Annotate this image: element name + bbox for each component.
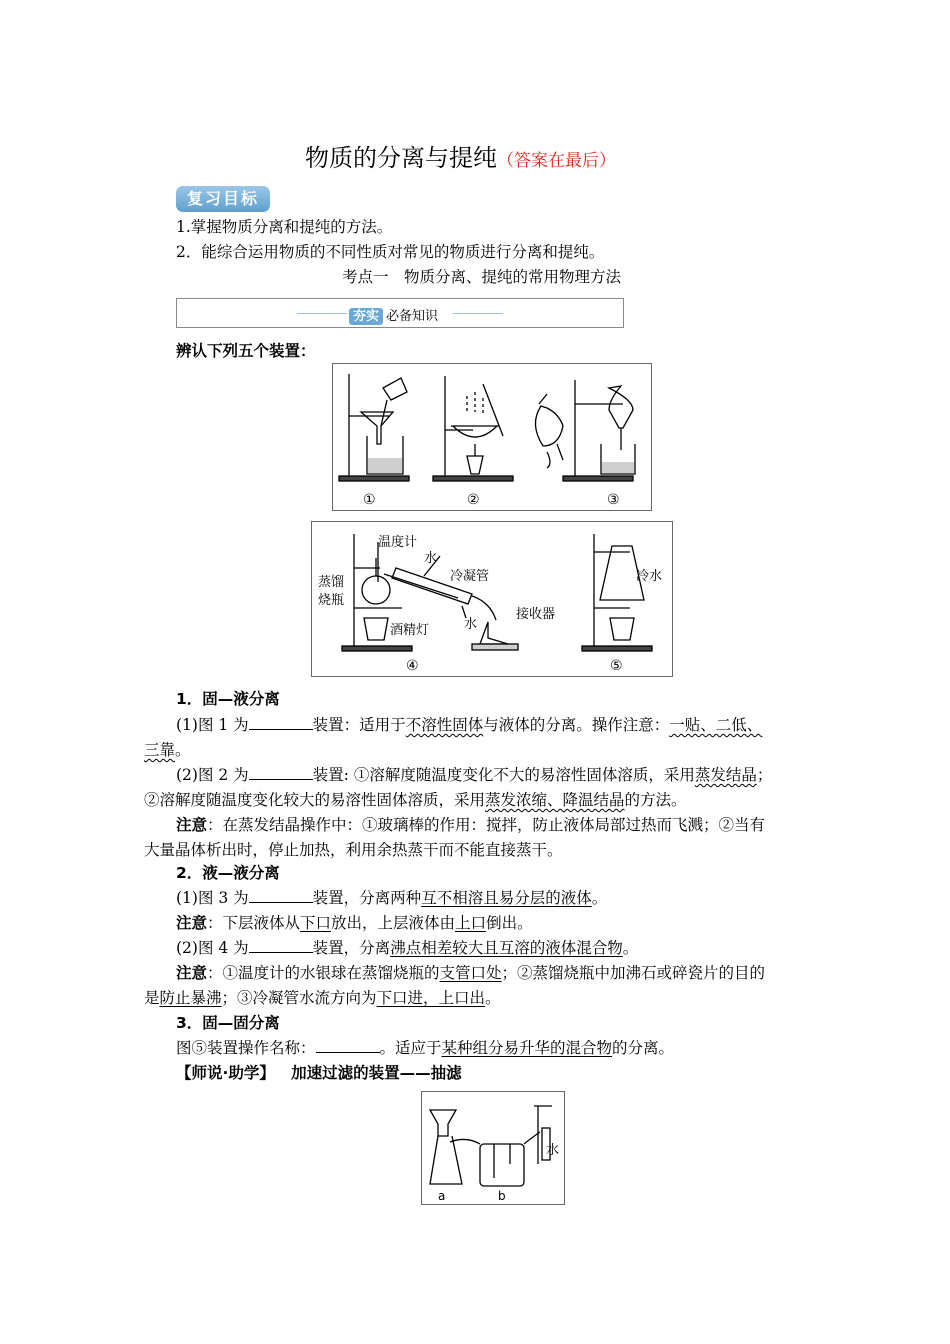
- figure-label-2: ②: [467, 492, 480, 508]
- section-tag-box: [176, 298, 624, 328]
- goal-2: 2．能综合运用物质的不同性质对常见的物质进行分离和提纯。: [176, 243, 605, 261]
- label-flask-b: 烧瓶: [318, 593, 345, 608]
- section-tag-text: 必备知识: [386, 309, 439, 324]
- label-water-top: 水: [424, 551, 438, 566]
- figure-label-4: ④: [406, 658, 419, 674]
- s2-heading: 2．液—液分离: [176, 864, 280, 882]
- s2-n2-cont: 是防止暴沸；③冷凝管水流方向为下口进，上口出。: [144, 989, 501, 1007]
- label-cold-water: 冷水: [636, 569, 663, 584]
- blank-4: [249, 938, 313, 953]
- s1-p2-cont: ②溶解度随温度变化较大的易溶性固体溶质，采用蒸发浓缩、降温结晶的方法。: [144, 791, 687, 809]
- figure-label-5: ⑤: [610, 658, 623, 674]
- blank-1: [249, 715, 313, 730]
- figure-suction-filtration: [421, 1091, 565, 1205]
- figure-label-3: ③: [607, 492, 620, 508]
- section-tag-highlight: 夯实: [349, 308, 383, 325]
- page-title: 物质的分离与提纯（答案在最后）: [305, 144, 616, 172]
- goal-1: 1.掌握物质分离和提纯的方法。: [176, 218, 393, 236]
- title-note: （答案在最后）: [497, 151, 616, 171]
- s1-p1-cont: 三靠。: [144, 741, 191, 759]
- blank-2: [249, 765, 313, 780]
- suction-label-b: b: [498, 1189, 506, 1203]
- figure-apparatus-4-5: [311, 521, 673, 677]
- blank-3: [249, 888, 313, 903]
- label-thermometer: 温度计: [378, 535, 418, 550]
- tag-rule-left: [297, 313, 347, 314]
- figure-apparatus-1-3: [332, 363, 652, 511]
- s1-note: 注意：在蒸发结晶操作中：①玻璃棒的作用：搅拌，防止液体局部过热而飞溅；②当有: [176, 816, 766, 834]
- section-tag: [349, 305, 438, 324]
- s2-n2: 注意：①温度计的水银球在蒸馏烧瓶的支管口处；②蒸馏烧瓶中加沸石或碎瓷片的目的: [176, 964, 766, 982]
- label-receiver: 接收器: [516, 607, 556, 622]
- review-goals-badge: 复习目标: [176, 186, 270, 212]
- s1-p1: (1)图 1 为 装置：适用于不溶性固体与液体的分离。操作注意：一贴、二低、: [176, 716, 763, 734]
- label-condenser: 冷凝管: [450, 569, 490, 584]
- tag-rule-right: [453, 313, 503, 314]
- suction-label-a: a: [438, 1189, 446, 1203]
- figure-label-1: ①: [363, 492, 376, 508]
- s3-p: 图⑤装置操作名称： 。适应于某种组分易升华的混合物的分离。: [176, 1039, 675, 1057]
- s1-note-cont: 大量晶体析出时，停止加热，利用余热蒸干而不能直接蒸干。: [144, 841, 563, 859]
- s1-heading: 1．固—液分离: [176, 690, 280, 708]
- suction-drawing: [422, 1092, 564, 1204]
- intro-text: 辨认下列五个装置：: [176, 342, 316, 360]
- s2-n1: 注意：下层液体从下口放出，上层液体由上口倒出。: [176, 914, 533, 932]
- label-flask-a: 蒸馏: [318, 575, 345, 590]
- kaodian-heading: 考点一 物质分离、提纯的常用物理方法: [342, 268, 622, 286]
- apparatus-4-5-drawing: [312, 522, 672, 676]
- blank-5: [316, 1038, 380, 1053]
- suction-label-water: 水: [546, 1143, 560, 1158]
- s3-heading: 3．固—固分离: [176, 1014, 280, 1032]
- apparatus-1-3-drawing: [333, 364, 651, 510]
- s2-p1: (1)图 3 为 装置，分离两种互不相溶且易分层的液体。: [176, 889, 608, 907]
- label-water-bottom: 水: [464, 617, 478, 632]
- label-lamp: 酒精灯: [390, 623, 430, 638]
- s2-p2: (2)图 4 为 装置，分离沸点相差较大且互溶的液体混合物。: [176, 939, 639, 957]
- tip-line: 【师说·助学】 加速过滤的装置——抽滤: [176, 1064, 462, 1082]
- s1-p2: (2)图 2 为 装置: ①溶解度随温度变化不大的易溶性固体溶质，采用蒸发结晶；: [176, 766, 773, 784]
